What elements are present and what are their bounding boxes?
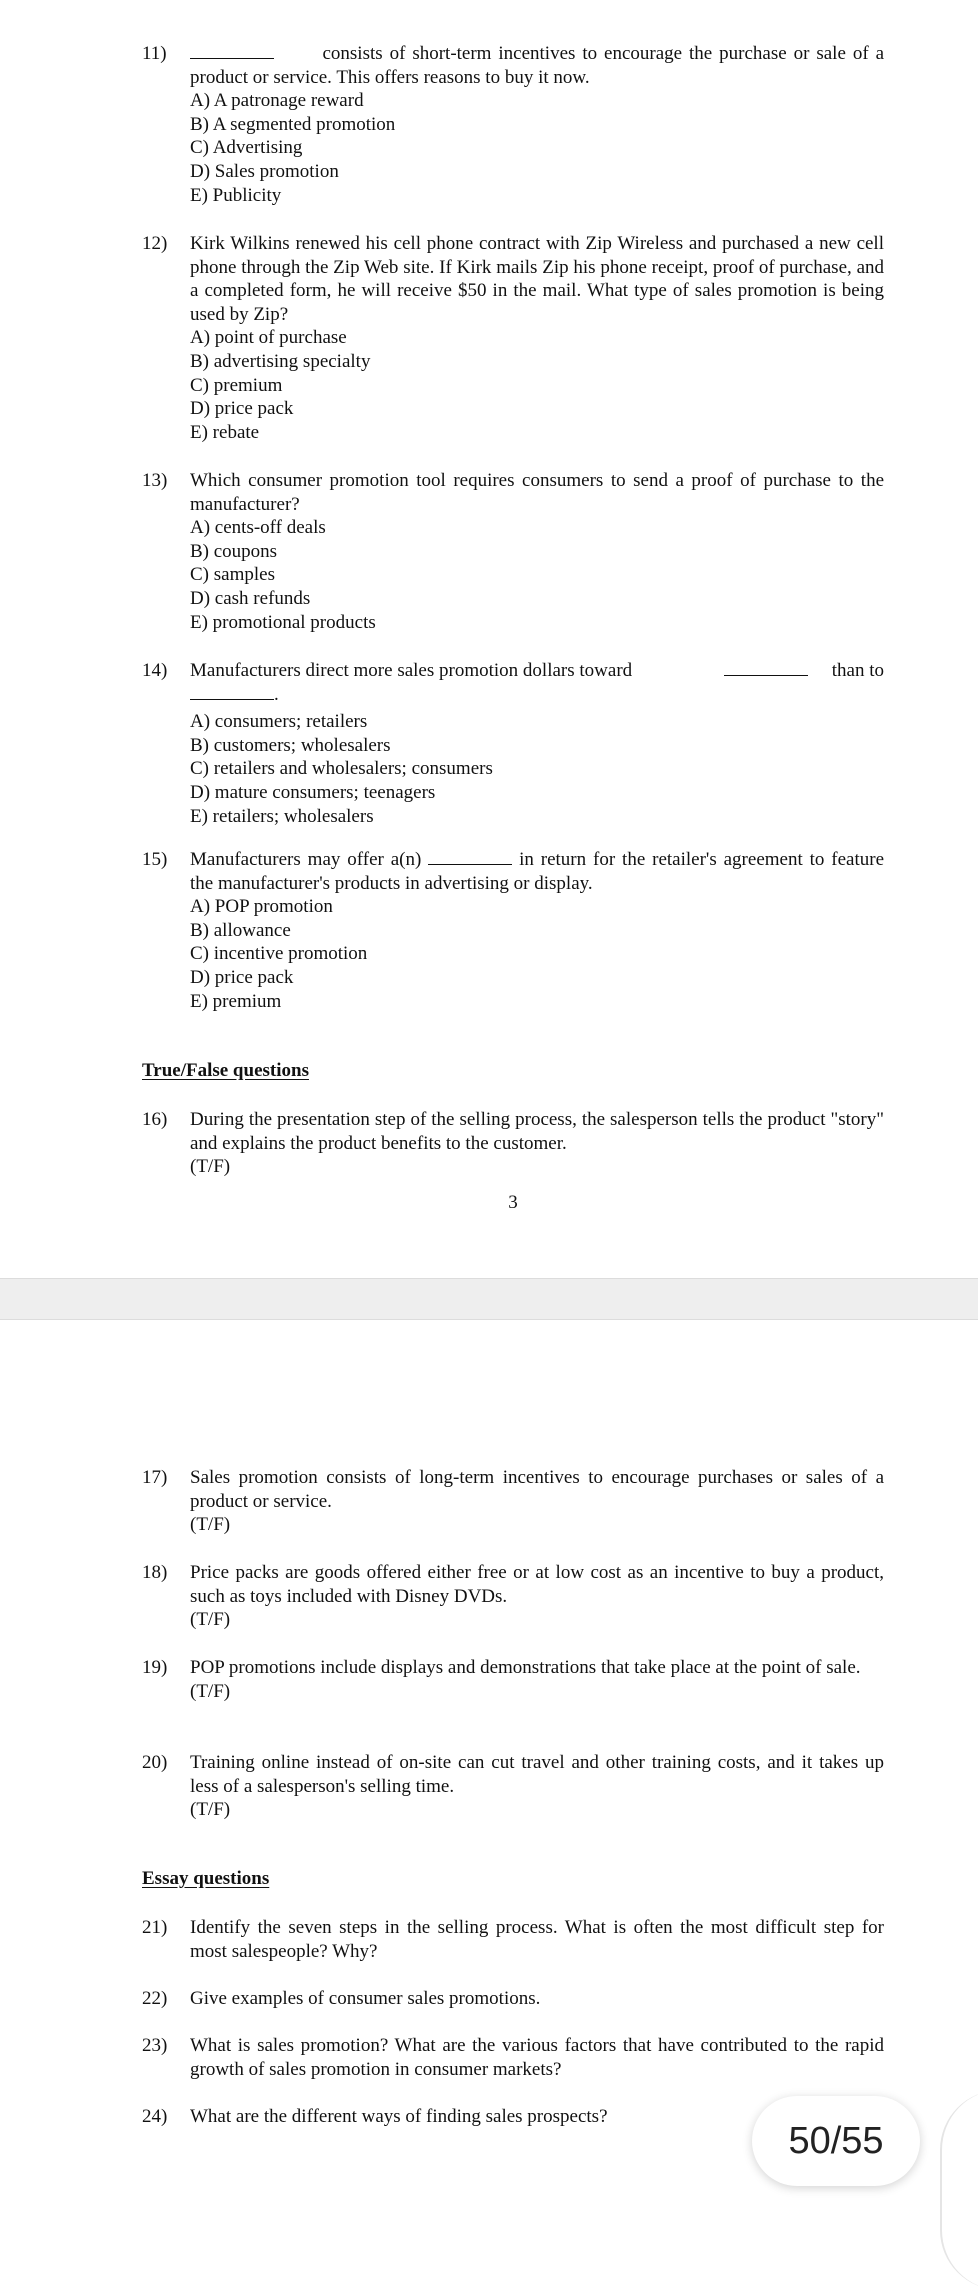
question-number: 24) (142, 2106, 168, 2127)
question-number: 13) (142, 470, 168, 491)
question-21 (142, 1916, 884, 1963)
question-20 (142, 1751, 884, 1822)
option-a: A) point of purchase (190, 327, 347, 349)
option-b: B) customers; wholesalers (190, 734, 391, 756)
option-a: A) POP promotion (190, 896, 333, 918)
question-text: Kirk Wilkins renewed his cell phone contract with Zip Wireless and purchased a new cell phone through the Zip Web site. If Kirk mails Zip his phone receipt, proof of purchase, and a completed form, he will receive $50 in the mail. What type of sales promotion is being used by Zip? (190, 233, 884, 325)
question-text: POP promotions include displays and demonstrations that take place at the point of sale. (190, 1657, 861, 1678)
page-separator (0, 1278, 978, 1320)
question-number: 19) (142, 1657, 168, 1678)
true-false-marker: (T/F) (190, 1609, 231, 1631)
question-text: What are the different ways of finding sales prospects? (190, 2106, 608, 2127)
scroll-edge-overlay (940, 2090, 978, 2290)
section-heading-true-false: True/False questions (142, 1060, 309, 1081)
question-text: During the presentation step of the selling process, the salesperson tells the product "story" and explains the product benefits to the customer. (190, 1109, 884, 1154)
option-c: C) incentive promotion (190, 943, 368, 965)
question-14 (142, 659, 884, 828)
question-text: Identify the seven steps in the selling process. What is often the most difficult step for most salespeople? Why? (190, 1917, 884, 1962)
answer-blank (428, 863, 512, 865)
question-12 (142, 232, 884, 444)
question-19 (142, 1656, 884, 1703)
question-number: 17) (142, 1467, 168, 1488)
question-text: Which consumer promotion tool requires consumers to send a proof of purchase to the manufacturer? (190, 470, 884, 515)
question-text: Manufacturers may offer a(n) (190, 849, 422, 870)
question-22 (142, 1987, 884, 2011)
question-text: Manufacturers direct more sales promotion dollars toward (190, 660, 633, 681)
question-number: 18) (142, 1562, 168, 1583)
option-e: E) promotional products (190, 611, 376, 633)
option-d: D) price pack (190, 398, 294, 420)
question-17 (142, 1466, 884, 1537)
question-number: 12) (142, 233, 168, 254)
page-number: 3 (508, 1192, 518, 1213)
option-c: C) Advertising (190, 137, 303, 159)
question-number: 14) (142, 660, 168, 681)
question-number: 15) (142, 849, 168, 870)
question-11 (142, 42, 884, 207)
true-false-marker: (T/F) (190, 1680, 231, 1702)
option-d: D) Sales promotion (190, 160, 339, 182)
option-c: C) retailers and wholesalers; consumers (190, 758, 493, 780)
question-number: 23) (142, 2035, 168, 2056)
option-d: D) price pack (190, 966, 294, 988)
question-number: 21) (142, 1917, 168, 1938)
question-text-end: in return for the retailer's agreement to feature the manufacturer's products in advertising or display. (190, 849, 885, 894)
option-e: E) Publicity (190, 184, 282, 206)
option-e: E) retailers; wholesalers (190, 805, 374, 827)
answer-blank (190, 57, 274, 59)
question-text: consists of short-term incentives to encourage the purchase or sale of a product or service. This offers reasons to buy it now. (190, 43, 885, 88)
option-c: C) premium (190, 374, 283, 396)
question-15 (142, 848, 884, 1013)
question-number: 22) (142, 1988, 168, 2009)
option-a: A) consumers; retailers (190, 711, 368, 733)
page-counter-badge[interactable]: 50/55 (752, 2096, 920, 2186)
question-18 (142, 1561, 884, 1632)
true-false-marker: (T/F) (190, 1799, 231, 1821)
option-b: B) coupons (190, 540, 278, 562)
question-number: 20) (142, 1752, 168, 1773)
true-false-marker: (T/F) (190, 1514, 231, 1536)
option-b: B) advertising specialty (190, 350, 371, 372)
question-13 (142, 469, 884, 634)
answer-blank (724, 674, 808, 676)
question-number: 16) (142, 1109, 168, 1130)
option-e: E) premium (190, 990, 282, 1012)
option-c: C) samples (190, 564, 275, 586)
question-text: Give examples of consumer sales promotions. (190, 1988, 541, 2009)
option-b: B) A segmented promotion (190, 113, 396, 135)
question-23 (142, 2034, 884, 2081)
option-a: A) A patronage reward (190, 90, 364, 112)
question-text-end: than to (831, 660, 884, 681)
question-text: What is sales promotion? What are the various factors that have contributed to the rapid growth of sales promotion in consumer markets? (190, 2035, 884, 2080)
answer-blank (190, 698, 274, 700)
question-text: Price packs are goods offered either free or at low cost as an incentive to buy a product, such as toys included with Disney DVDs. (190, 1562, 884, 1607)
option-a: A) cents-off deals (190, 517, 326, 539)
question-text: Sales promotion consists of long-term incentives to encourage purchases or sales of a product or service. (190, 1467, 884, 1512)
question-16 (142, 1108, 884, 1179)
option-b: B) allowance (190, 919, 291, 941)
question-number: 11) (142, 43, 167, 64)
question-text: Training online instead of on-site can cut travel and other training costs, and it takes up less of a salesperson's selling time. (190, 1752, 884, 1797)
option-d: D) mature consumers; teenagers (190, 781, 436, 803)
true-false-marker: (T/F) (190, 1156, 231, 1178)
option-e: E) rebate (190, 421, 260, 443)
section-heading-essay: Essay questions (142, 1868, 270, 1889)
option-d: D) cash refunds (190, 587, 311, 609)
question-text-period: . (274, 683, 279, 705)
